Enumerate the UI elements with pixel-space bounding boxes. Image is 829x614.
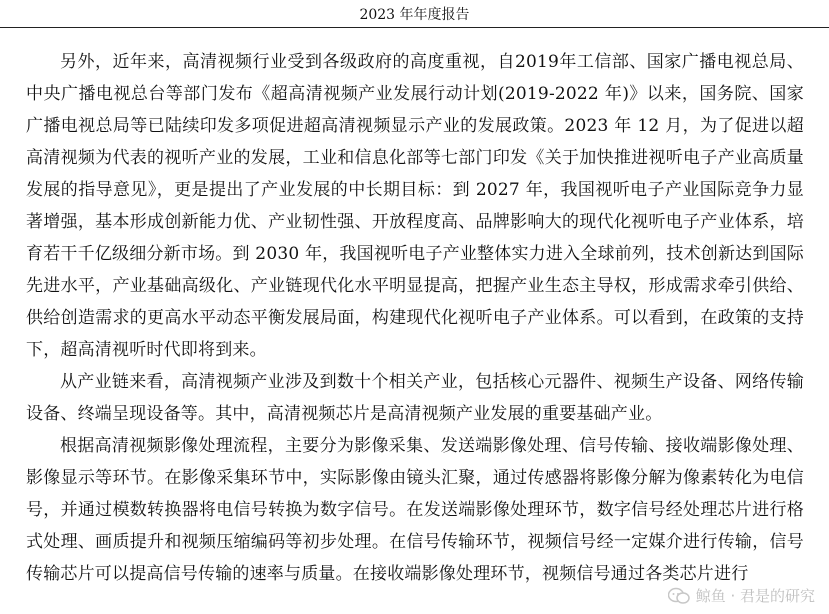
wechat-icon <box>668 587 690 605</box>
paragraph-processing-flow: 根据高清视频影像处理流程，主要分为影像采集、发送端影像处理、信号传输、接收端影像处理、影像显示等环节。在影像采集环节中，实际影像由镜头汇聚，通过传感器将影像分解为像素转化为电信号，并通过模数转换器将电信号转换为数字信号。在发送端影像处理环节，数字信号经处理芯片进行格式处理、画质提升和视频压缩编码等初步处理。在信号传输环节，视频信号经一定媒介进行传输，信号传输芯片可以提高信号传输的速率与质量。在接收端影像处理环节，视频信号通过各类芯片进行 <box>26 436 804 584</box>
report-body <box>26 46 804 590</box>
watermark <box>668 585 815 606</box>
paragraph-industry-chain: 从产业链来看，高清视频产业涉及到数十个相关产业，包括核心元器件、视频生产设备、网络传输设备、终端呈现设备等。其中，高清视频芯片是高清视频产业发展的重要基础产业。 <box>26 372 804 424</box>
header-title: 2023 年年度报告 <box>359 7 470 23</box>
watermark-text: 鲸鱼 · 君是的研究 <box>695 587 815 605</box>
paragraph-policy: 另外，近年来，高清视频行业受到各级政府的高度重视，自2019年工信部、国家广播电视总局、中央广播电视总台等部门发布《超高清视频产业发展行动计划(2019-2022 年)》以来，国务院、国家广播电视总局等已陆续印发多项促进超高清视频显示产业的发展政策。2023 年 12 月，为了促进以超高清视频为代表的视听产业的发展，工业和信息化部等七部门印发《关于加快推进视听电子产业高质量发展的指导意见》，更是提出了产业发展的中长期目标：到 2027 年，我国视听电子产业国际竞争力显著增强，基本形成创新能力优、产业韧性强、开放程度高、品牌影响大的现代化视听电子产业体系，培育若干千亿级细分新市场。到 2030 年，我国视听电子产业整体实力进入全球前列，技术创新达到国际先进水平，产业基础高级化、产业链现代化水平明显提高，把握产业生态主导权，形成需求牵引供给、供给创造需求的更高水平动态平衡发展局面，构建现代化视听电子产业体系。可以看到，在政策的支持下，超高清视听时代即将到来。 <box>26 52 804 360</box>
page-header <box>0 0 829 28</box>
